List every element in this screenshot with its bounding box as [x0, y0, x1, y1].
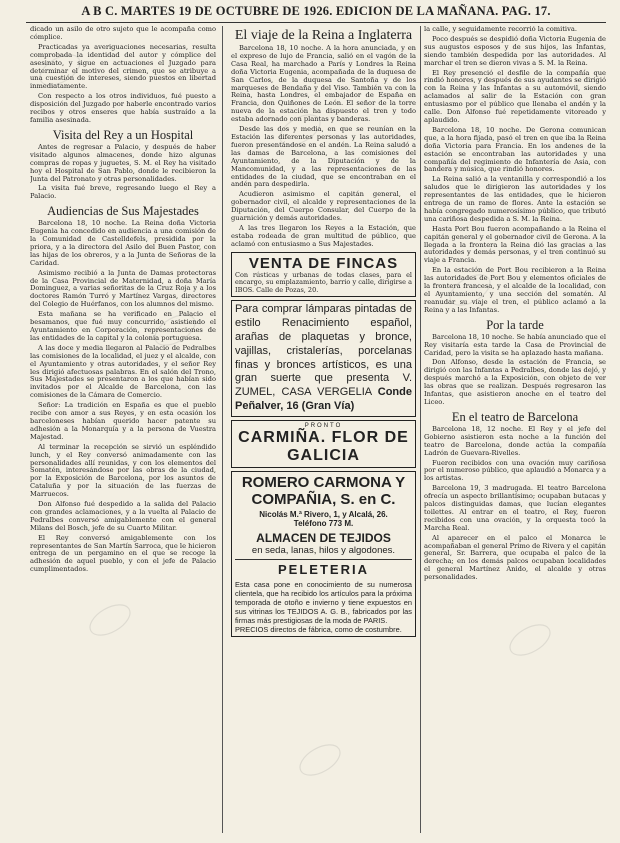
article-paragraph: la calle, y seguidamente recorrió la comitiva.: [424, 26, 577, 33]
article-paragraph: Barcelona 18, 10 noche. A la hora anunciada, y en el expreso de lujo de Francia, salió en el vagón de la Casa Real, ha marchado a París y Londres la Reina doña Victoria Eugenia, acompañada de la duquesa de San Carlos, de la duquesa de Santoña y de los marqueses de Bendaña y del Viso. También va con la Reina, hasta Londres, el embajador de España en Francia, don Quiñones de León. El señor de la torre nueva de la estación ha dispuesto el tren y todo estaba adornado con plantas y banderas.: [231, 44, 416, 124]
article-paragraph: Poco después se despidió doña Victoria Eugenia de sus augustos esposos y de sus hijos, las Infantas, siendo también despedida por las autoridades. Al marchar el tren se dieron vivas a S. M. la Reina.: [424, 34, 606, 67]
ad-lamparas: [231, 300, 416, 416]
column-right: [424, 26, 606, 835]
ad-subtitle: ALMACEN DE TEJIDOS: [256, 530, 391, 545]
page-header: A B C. MARTES 19 DE OCTUBRE DE 1926. EDICION DE LA MAÑANA. PAG. 17.: [26, 4, 606, 23]
ad-address: Nicolás M.ª Rivero, 1, y Alcalá, 26.: [259, 509, 388, 519]
ad-body: Esta casa pone en conocimiento de su numerosa clientela, que ha recibido los artículos para la próxima temporada de otoño e invierno y tiene expuestos en sus vitrinas los TEJIDOS A. G. B., fabricados por las firmas más prestigiosas de la moda de PARIS.: [235, 579, 412, 625]
article-paragraph: Fueron recibidos con una ovación muy cariñosa por el numeroso público, que aplaudió a Monarca y a los artistas.: [424, 458, 606, 483]
article-paragraph: Esta mañana se ha verificado en Palacio el besamanos, que fué muy concurrido, asistiendo el Ayuntamiento en Corporación, representaciones de las entidades de la capital y la colonia portuguesa.: [30, 310, 216, 342]
article-paragraph: La Reina salió a la ventanilla y correspondió a los saludos que le dirigieron las autoridades y los representantes de las entidades, que le hicieron entrega de un ramo de flores. Ante la estación se había congregado numerosísimo público, que tributó una cariñosa despedida a S. M. la Reina.: [424, 175, 606, 223]
article-paragraph: Señor: La tradición en España es que el pueblo recibe con amor a sus Reyes, y en esta ocasión los barceloneses habían querido hacer patente su adhesión a la Monarquía y a la persona de Vuestra Majestad.: [30, 401, 216, 441]
article-paragraph: Hasta Port Bou fueron acompañando a la Reina el capitán general y el gobernador civil de Gerona. A la llegada a la frontera la Reina dió las gracias a las autoridades y demás personas, y el tren continuó su viaje a Francia.: [424, 224, 606, 265]
ad-label: PRONTO: [304, 422, 343, 429]
ad-phone: Teléfono 773 M.: [293, 518, 354, 528]
column-divider: [420, 26, 421, 833]
headline-visit-hospital: Visita del Rey a un Hospital: [52, 127, 194, 142]
article-paragraph: En la estación de Port Bou recibieron a la Reina las autoridades de Port Bou y elementos oficiales de la frontera francesa, y el alcalde de la localidad, con el Ayuntamiento, y una sección del somatén. Al reanudar su viaje el tren, el público aclamó a la Reina y a las Infantas.: [424, 266, 606, 314]
article-paragraph: Barcelona 19, 3 madrugada. El teatro Barcelona ofrecía un aspecto brillantísimo; ocupaban butacas y palcos distinguidas damas, que lucían elegantes toilettes. Al entrar en el teatro, el Rey, fueron recibidos con una ovación, y la orquesta tocó la Marcha Real.: [424, 484, 606, 532]
article-paragraph: Don Alfonso fué despedido a la salida del Palacio con grandes aclamaciones, y a la vuelta al Palacio de Pedralbes conversó amigablemente con el general Milans del Bosch, jefe de su Cuarto Militar.: [30, 500, 216, 532]
ad-peleteria: PELETERIA: [235, 559, 412, 577]
ad-venta-fincas: [231, 252, 416, 298]
article-paragraph: Don Alfonso, desde la estación de Francia, se dirigió con las Infantas a Pedralbes, donde las dejó, y después marchó a la Exposición, con objeto de ver las obras que se realizan. Después regresaron las Infantas, que asistieron anoche en el teatro del Liceo.: [424, 358, 606, 406]
article-paragraph: Antes de regresar a Palacio, y después de haber visitado algunos almacenes, donde hizo algunas compras de ropas y juguetes, S. M. el Rey ha visitado hoy el Hospital de San Pablo, donde le recibieron la Junta del Patronato y otras personalidades.: [30, 142, 216, 183]
headline-teatro: En el teatro de Barcelona: [451, 409, 579, 424]
ad-title: VENTA DE FINCAS: [248, 254, 399, 272]
ad-body: [235, 303, 412, 413]
headline-por-la-tarde: Por la tarde: [486, 317, 544, 332]
ad-title: ROMERO CARMONA Y COMPAÑIA, S. en C.: [241, 473, 406, 508]
article-paragraph: Barcelona 18, 10 noche. La Reina doña Victoria Eugenia ha concedido en audiencia a una comisión de la Comunidad de Castelldefels, presidida por la priora, y a la directora del Asilo del Buen Pastor, con las hijas de los obreros, y a la Junta de Señoras de la Caridad.: [30, 219, 216, 267]
column-divider: [222, 26, 223, 833]
ad-text: Para comprar lámparas pintadas de estilo Renacimiento español, arañas de plaquetas y bronce, vajillas, cristalerías, porcelanas finas y bronces artísticos, es una gran suerte que presenta V. ZUMEL, CASA VERGELIA: [235, 303, 412, 399]
article-paragraph: Acudieron asimismo el capitán general, el gobernador civil, el alcalde y representaciones de la Diputación, del Cuerpo Consular, del Cuerpo de la guarnición y demás autoridades.: [231, 190, 416, 223]
ad-carmina: [231, 420, 416, 468]
article-paragraph: El Rey presenció el desfile de la compañía que rindió honores, y después de sus ayudantes se dirigió con la Reina y las Infantas a su automóvil, siendo aclamados al salir de la Estación con gran entusiasmo por el público que llenaba el andén y la calle. Don Alfonso fué repetidamente vitoreado y aplaudido.: [424, 68, 606, 124]
article-paragraph: La visita fué breve, regresando luego el Rey a Palacio.: [30, 184, 216, 201]
ad-address: Conde Peñalver, 16 (Gran Vía): [235, 386, 412, 413]
article-paragraph: A las tres llegaron los Reyes a la Estación, que estaba rodeada de gran multitud de público, que aclamó con entusiasmo a Sus Majestades.: [231, 223, 416, 248]
headline-queen-trip: El viaje de la Reina a Inglaterra: [234, 28, 413, 43]
article-paragraph: Al aparecer en el palco el Monarca le acompañaban el general Primo de Rivera y el capitán general, Sr. Barrera, que ocupaba el palco de la derecha; en los demás palcos ocupaban localidades el general Martínez Anido, el alcalde y otras personalidades.: [424, 533, 606, 582]
ad-title: CARMIÑA. FLOR DE GALICIA: [238, 428, 409, 464]
article-paragraph: Desde las dos y media, en que se reunían en la Estación las diferentes personas y las autoridades, fueron presentándose en el andén. La Reina saludó a las damas de Barcelona, a las comisiones del Ayuntamiento, de la Diputación y de la Mancomunidad, y a las representaciones de las entidades de la ciudad, que se encontraban en el andén para despedirla.: [231, 125, 416, 189]
article-paragraph: Barcelona 18, 12 noche. El Rey y el jefe del Gobierno asistieron esta noche a la función del teatro de Barcelona, donde actúa la compañía Ladrón de Guevara-Rivelles.: [424, 424, 606, 457]
article-paragraph: Asimismo recibió a la Junta de Damas protectoras de la Casa Provincial de Maternidad, a doña María Dominguez, a varias señoritas de la Cruz Roja y a los doctores Ramón Turró y Martínez Vargas, directores del Colegio de Huérfanos, con los alumnos del mismo.: [30, 268, 216, 309]
article-paragraph: Al terminar la recepción se sirvió un espléndido lunch, y el Rey conversó animadamente con las personalidades allí reunidas, y con los elementos del Somatén, interesándose por las obras de la ciudad, por la Exposición de Barcelona, por los asuntos de Cataluña y por la situación de las fuerzas de Marruecos.: [30, 442, 216, 499]
article-paragraph: A las doce y media llegaron al Palacio de Pedralbes las comisiones de la localidad, el juez y el alcalde, con el Ayuntamiento y otras autoridades, y el señor Rey les dirigió afectuosas palabras. En el salón del Trono, Sus Majestades se presentaron a los que habían sido invitados por el Alcalde de Barcelona, con las comisiones de la Cámara de Comercio.: [30, 343, 216, 400]
ad-romero-carmona: [231, 471, 416, 637]
ad-lines: en seda, lanas, hilos y algodones.: [251, 544, 396, 556]
article-paragraph: Barcelona 18, 10 noche. De Gerona comunican que, a la hora fijada, pasó el tren en que iba la Reina doña Victoria para Francia. En los andenes de la estación se encontraban las autoridades y una compañía del regimiento de Infantería de Asia, con bandera y música, que rindió honores.: [424, 125, 606, 174]
headline-audiencias: Audiencias de Sus Majestades: [47, 204, 199, 219]
article-paragraph: dicado un asilo de otro sujeto que le acompaña como cómplice.: [30, 26, 216, 41]
ad-body: Con rústicas y urbanas de todas clases, para el encargo, su emplazamiento, barrio y calle, dirigirse a IBOS. Calle de Pozas, 20.: [235, 270, 412, 294]
column-left: [30, 26, 216, 835]
column-middle: [231, 26, 416, 835]
article-paragraph: Barcelona 18, 10 noche. Se había anunciado que el Rey visitaría esta tarde la Casa de Provincial de Caridad, pero la visita se ha aplazado hasta mañana.: [424, 332, 606, 357]
article-paragraph: Con respecto a los otros individuos, fué puesto a disposición del Juzgado por haberle encontrado varios recibos y otros enseres que había sustraído a la familia asesinada.: [30, 92, 216, 124]
article-paragraph: El Rey conversó amigablemente con los representantes de San Martín Sarroca, que le hicieron entrega de un pergamino en el que se recoge la adhesión de aquel pueblo, y con el jefe de Palacio cumplimentados.: [30, 533, 216, 574]
ad-prices: PRECIOS directos de fábrica, como de costumbre.: [235, 624, 402, 634]
article-paragraph: Practicadas ya averiguaciones necesarias, resulta comprobada la identidad del autor y cómplice del asesinato, y sigue en actuaciones el Juzgado para determinar el motivo del crimen, que se atribuye a una cuestión de intereses, siendo puestos en libertad inmediatamente.: [30, 42, 216, 91]
